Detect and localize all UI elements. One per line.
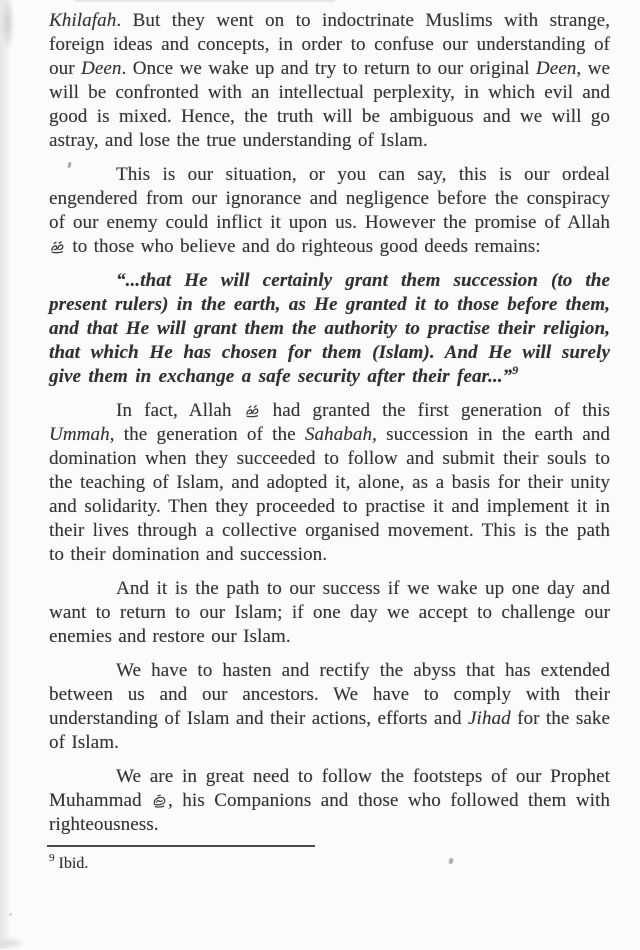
page-text	[49, 9, 610, 847]
prophet-honorific-icon	[152, 794, 167, 808]
footnote-text: Ibid.	[58, 855, 89, 872]
text-run: Sahabah,	[304, 424, 377, 445]
allah-honorific-icon	[50, 240, 65, 254]
text-run: succession in the earth and domination when they succeeded to follow and submit their souls to the teaching of Islam, and adopted it, alone, as a basis for their unity and solidarity. Then they proceeded to practise it and implement it in their lives through a collective organised movement. This is the path to their domination and succession.	[49, 424, 610, 565]
footnote-marker: 9	[49, 851, 55, 864]
footnote-area	[47, 845, 610, 874]
scan-artifact-speck	[9, 913, 12, 916]
text-run: We have to hasten and rectify the abyss that has extended between us and our ancestors. We have to comply with their understanding of Islam and their actions, efforts and	[49, 660, 610, 729]
text-run: “...that He will certainly grant them succession (to the present rulers) in the earth, as He granted it to those before them, and that He will grant them the authority to practise their religion, that which He has chosen for them (Islam). And He will surely give them in exchange a safe security after their fear...”	[49, 270, 610, 387]
allah-honorific-icon	[245, 404, 260, 418]
text-run: And it is the path to our success if we wake up one day and want to return to our Islam; if one day we accept to challenge our enemies and restore our Islam.	[49, 578, 610, 647]
text-run: , we will be confronted with an intellectual perplexity, in which evil and good is mixed. Hence, the truth will be ambiguous and we will go astray, and lose the true understanding of Islam.	[49, 58, 610, 151]
text-run: . Once we wake up and try to return to our original	[121, 58, 536, 79]
footnote-separator-rule	[47, 845, 315, 847]
scan-corner-smudge	[1, 0, 15, 54]
text-run: We are in great need to follow the footsteps of our Prophet Muhammad	[49, 766, 610, 811]
scan-bottom-corner-smudge	[0, 936, 26, 950]
paragraph-2	[49, 163, 610, 259]
scan-edge-shadow	[0, 0, 11, 949]
paragraph-1	[49, 9, 610, 153]
text-run: had granted the first generation of this	[260, 400, 610, 421]
text-run: This is our situation, or you can say, this is our ordeal engendered from our ignorance and negligence before the conspiracy of our enemy could inflict it upon us. However the promise of Allah	[49, 164, 610, 233]
text-run: Khilafah	[49, 10, 117, 31]
text-run: the generation of the	[114, 424, 305, 445]
paragraph-3	[49, 399, 610, 567]
footnote	[49, 851, 610, 874]
text-run: In fact, Allah	[116, 400, 244, 421]
text-run: Deen	[535, 58, 577, 79]
text-run: . But they went on to indoctrinate Muslims with strange, foreign ideas and concepts, in order to confuse our understanding of our	[49, 10, 610, 79]
text-run: Ummah,	[49, 424, 115, 445]
paragraph-5	[49, 659, 610, 755]
paragraph-4	[49, 577, 610, 649]
text-run: , his Companions and those who followed them with righteousness.	[49, 790, 611, 835]
text-run: to those who believe and do righteous good deeds remains:	[66, 236, 541, 257]
scan-top-smudge	[75, 0, 335, 3]
text-run: Jihad	[467, 708, 511, 729]
paragraph-6	[49, 765, 610, 837]
quote-paragraph	[49, 269, 610, 389]
footnote-reference: 9	[512, 362, 519, 377]
text-run: Deen	[81, 58, 122, 79]
text-run: for the sake of Islam.	[49, 708, 610, 753]
